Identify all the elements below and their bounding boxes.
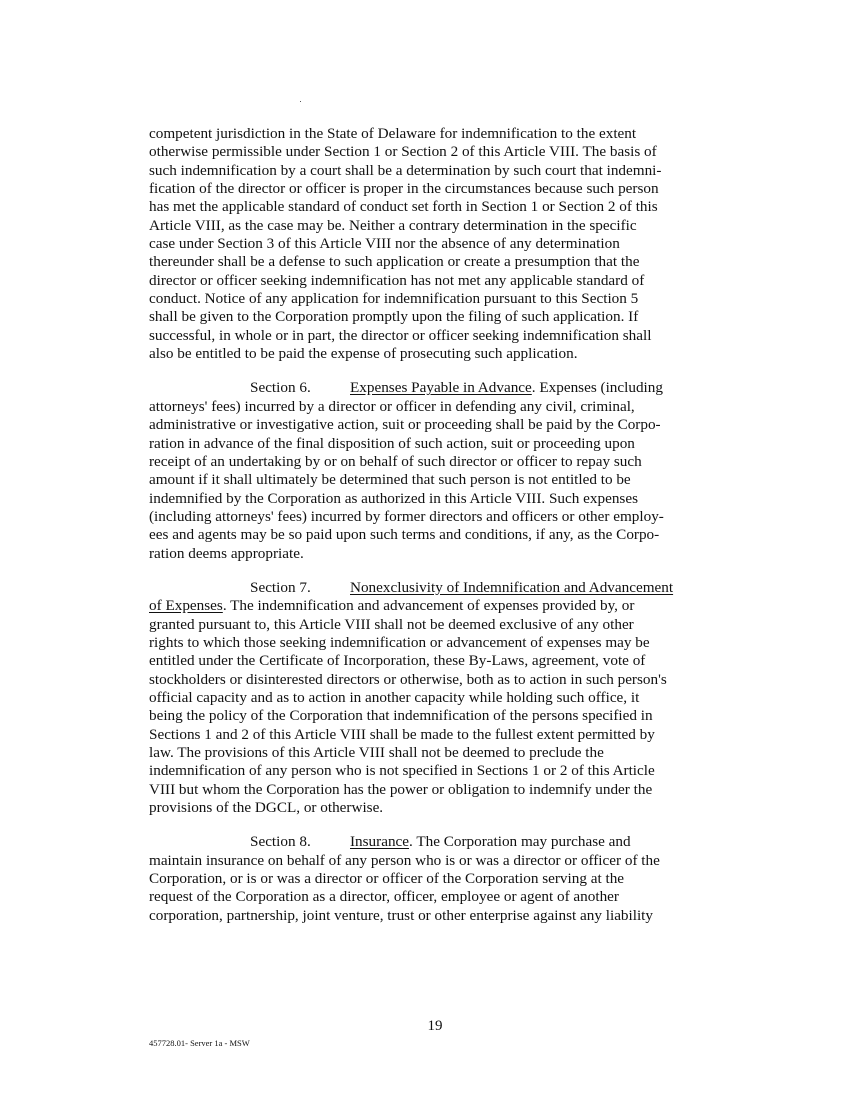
section-6 [149, 379, 709, 562]
page-number: 19 [427, 1018, 443, 1034]
section-7-heading-continued: of Expenses [149, 597, 223, 615]
section-6-first-line-text: . Expenses (including [531, 379, 663, 397]
text-line: indemnified by the Corporation as authorized in this Article VIII. Such expenses [149, 489, 638, 507]
text-line: fication of the director or officer is proper in the circumstances because such person [149, 180, 659, 198]
text-line: law. The provisions of this Article VIII shall not be deemed to preclude the [149, 744, 604, 761]
text-line: being the policy of the Corporation that indemnification of the persons specified in [149, 707, 653, 725]
text-line: has met the applicable standard of conduct set forth in Section 1 or Section 2 of this [149, 198, 658, 216]
text-line: maintain insurance on behalf of any person who is or was a director or officer of the [149, 851, 660, 869]
section-6-heading: Expenses Payable in Advance [350, 379, 532, 397]
section-8 [149, 833, 709, 925]
text-line: corporation, partnership, joint venture, trust or other enterprise against any liability [149, 906, 653, 924]
text-line: request of the Corporation as a director, officer, employee or agent of another [149, 888, 619, 906]
text-line: shall be given to the Corporation promptly upon the filing of such application. If [149, 308, 639, 326]
text-line: ees and agents may be so paid upon such terms and conditions, if any, as the Corpo- [149, 526, 660, 544]
text-line: granted pursuant to, this Article VIII shall not be deemed exclusive of any other [149, 615, 634, 633]
scan-speck [300, 101, 301, 102]
text-line: indemnification of any person who is not specified in Sections 1 or 2 of this Article [149, 762, 655, 780]
text-line: competent jurisdiction in the State of Delaware for indemnification to the extent [149, 125, 637, 142]
text-line: ration in advance of the final disposition of such action, suit or proceeding upon [149, 434, 635, 452]
intro-paragraph [149, 125, 709, 363]
text-line: VIII but whom the Corporation has the power or obligation to indemnify under the [149, 780, 653, 798]
text-line: amount if it shall ultimately be determined that such person is not entitled to be [149, 471, 631, 489]
section-8-heading: Insurance [350, 833, 410, 851]
text-line: Corporation, or is or was a director or officer of the Corporation serving at the [149, 870, 625, 888]
text-line: rights to which those seeking indemnification or advancement of expenses may be [149, 633, 650, 651]
text-line: also be entitled to be paid the expense of prosecuting such application. [149, 345, 578, 363]
document-body [149, 125, 709, 925]
section-6-first-line [149, 379, 709, 397]
text-line: director or officer seeking indemnification has not met any applicable standard of [149, 271, 645, 289]
text-line: Article VIII, as the case may be. Neither a contrary determination in the specific [149, 216, 637, 234]
text-line: (including attorneys' fees) incurred by former directors and officers or other employ- [149, 507, 664, 525]
section-7-first-line [149, 579, 709, 597]
text-line: administrative or investigative action, suit or proceeding shall be paid by the Corpo- [149, 416, 661, 434]
section-8-label: Section 8. [250, 833, 311, 851]
text-line: Sections 1 and 2 of this Article VIII shall be made to the fullest extent permitted by [149, 725, 655, 743]
text-line: otherwise permissible under Section 1 or Section 2 of this Article VIII. The basis of [149, 143, 657, 161]
text-line: official capacity and as to action in another capacity while holding such office, it [149, 688, 640, 706]
section-7-label: Section 7. [250, 578, 311, 596]
text-line: thereunder shall be a defense to such application or create a presumption that the [149, 253, 640, 271]
section-7-second-line [149, 597, 709, 615]
text-line: such indemnification by a court shall be a determination by such court that indemni- [149, 161, 662, 179]
text-line: receipt of an undertaking by or on behalf of such director or officer to repay such [149, 452, 642, 470]
section-8-first-line-text: . The Corporation may purchase and [409, 833, 631, 851]
section-8-first-line [149, 833, 709, 851]
section-7 [149, 579, 709, 817]
section-7-heading: Nonexclusivity of Indemnification and Advancement [350, 578, 674, 596]
footer-document-code: 457728.01- Server 1a - MSW [149, 1038, 250, 1048]
text-line: entitled under the Certificate of Incorporation, these By-Laws, agreement, vote of [149, 652, 646, 670]
text-line: stockholders or disinterested directors or otherwise, both as to action in such person's [149, 670, 667, 688]
text-line: provisions of the DGCL, or otherwise. [149, 799, 384, 817]
text-line: conduct. Notice of any application for indemnification pursuant to this Section 5 [149, 290, 639, 308]
section-7-second-line-text: . The indemnification and advancement of expenses provided by, or [222, 597, 635, 615]
text-line: successful, in whole or in part, the director or officer seeking indemnification shall [149, 326, 652, 344]
text-line: ration deems appropriate. [149, 544, 304, 562]
text-line: case under Section 3 of this Article VIII nor the absence of any determination [149, 235, 620, 253]
section-6-label: Section 6. [250, 379, 311, 397]
text-line: attorneys' fees) incurred by a director or officer in defending any civil, criminal, [149, 397, 635, 415]
